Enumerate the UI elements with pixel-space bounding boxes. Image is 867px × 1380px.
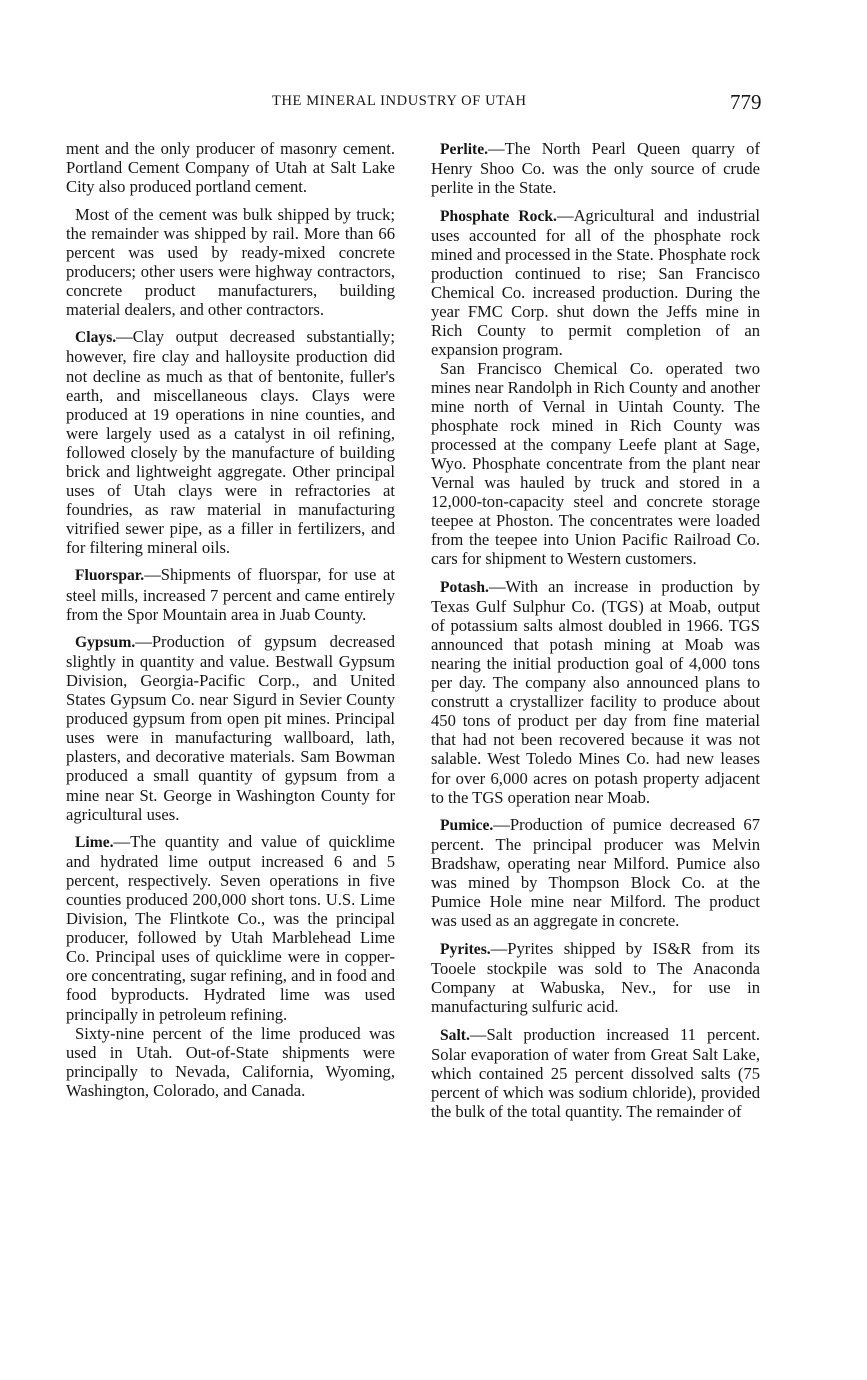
running-head: THE MINERAL INDUSTRY OF UTAH xyxy=(272,93,527,109)
salt-text: —Salt production increased 11 percent. Solar evaporation of water from Great Salt Lake, which contained 25 percent dissolved salts (75 percent of which was sodium chloride), provided the bulk of the total quantity. The remainder of xyxy=(431,1024,760,1121)
lime-usage-paragraph: Sixty-nine percent of the lime produced was used in Utah. Out-of-State shipments were principally to Nevada, California, Wyoming, Washington, Colorado, and Canada. xyxy=(66,1023,395,1100)
salt-paragraph xyxy=(431,1025,760,1121)
potash-heading: Potash. xyxy=(440,579,489,597)
fluorspar-heading: Fluorspar. xyxy=(75,567,145,585)
pyrites-paragraph xyxy=(431,939,760,1016)
gypsum-heading: Gypsum. xyxy=(75,634,136,652)
pyrites-text: —Pyrites shipped by IS&R from its Tooele stockpile was sold to The Anaconda Company at Wabuska, Nev., for use in manufacturing sulfuric acid. xyxy=(431,938,760,1017)
lime-text: —The quantity and value of quicklime and hydrated lime output increased 6 and 5 percent, respectively. Seven operations in five counties produced 200,000 short tons. U.S. Lime Division, The Flintkote Co., was the principal producer, followed by Utah Marblehead Lime Co. Principal uses of quicklime were in copper-ore concentrating, sugar refining, and in food and food byproducts. Hydrated lime was used principally in petroleum refining. xyxy=(66,832,395,1024)
right-column xyxy=(431,139,760,1121)
phosphate-heading: Phosphate Rock. xyxy=(440,207,557,225)
clays-text: —Clay output decreased substantially; however, fire clay and halloysite production did not decline as much as that of bentonite, fuller's earth, and miscellaneous clays. Clays were produced at 19 operations in nine counties, and were largely used as a catalyst in oil refining, followed closely by the manufacture of building brick and lightweight aggregate. Other principal uses of Utah clays were in refractories at foundries, as raw material in manufacturing vitrified sewer pipe, as a filler in fertilizers, and for filtering mineral oils. xyxy=(66,327,395,557)
cement-shipping-paragraph: Most of the cement was bulk shipped by truck; the remainder was shipped by rail. More than 66 percent was used by ready-mixed concrete producers; other users were highway contractors, concrete product manufacturers, building material dealers, and other contractors. xyxy=(66,204,395,319)
potash-paragraph xyxy=(431,577,760,807)
cement-continued-paragraph: ment and the only producer of masonry cement. Portland Cement Company of Utah at Salt Lake City also produced portland cement. xyxy=(66,139,395,197)
phosphate-paragraph xyxy=(431,206,760,359)
salt-heading: Salt. xyxy=(440,1026,470,1044)
page-number: 779 xyxy=(730,90,762,114)
clays-heading: Clays. xyxy=(75,329,117,347)
pumice-heading: Pumice. xyxy=(440,817,494,835)
phosphate-text: —Agricultural and industrial uses accounted for all of the phosphate rock mined and processed in the State. Phosphate rock production continued to rise; San Francisco Chemical Co. increased production. During the year FMC Corp. shut down the Jeffs mine in Rich County to permit completion of an expansion program. xyxy=(431,205,760,359)
perlite-paragraph xyxy=(431,139,760,197)
perlite-heading: Perlite. xyxy=(440,141,489,158)
perlite-text: —The North Pearl Queen quarry of Henry Shoo Co. was the only source of crude perlite in the State. xyxy=(431,139,760,198)
lime-heading: Lime. xyxy=(75,834,114,852)
fluorspar-text: —Shipments of fluorspar, for use at steel mills, increased 7 percent and came entirely from the Spor Mountain area in Juab County. xyxy=(66,565,395,624)
lime-paragraph xyxy=(66,832,395,1023)
pyrites-heading: Pyrites. xyxy=(440,940,491,958)
phosphate-operations-paragraph: San Francisco Chemical Co. operated two mines near Randolph in Rich County and another mine north of Vernal in Uintah County. The phosphate rock mined in Rich County was processed at the company Leefe plant at Sage, Wyo. Phosphate concentrate from the plant near Vernal was hauled by truck and stored in a 12,000-ton-capacity steel and concrete storage teepee at Phoston. The concentrates were loaded from the teepee into Union Pacific Railroad Co. cars for shipment to Western customers. xyxy=(431,359,760,569)
gypsum-paragraph xyxy=(66,632,395,823)
potash-text: —With an increase in production by Texas Gulf Sulphur Co. (TGS) at Moab, output of potassium salts almost doubled in 1966. TGS announced that potash mining at Moab was nearing the initial production goal of 4,000 tons per day. The company also announced plans to construtt a crystallizer facility to produce about 450 tons of product per day from fine material that had not been recovered because it was not salable. West Toledo Mines Co. had new leases for over 6,000 acres on potash property adjacent to the TGS operation near Moab. xyxy=(431,577,760,807)
fluorspar-paragraph xyxy=(66,565,395,623)
pumice-text: —Production of pumice decreased 67 percent. The principal producer was Melvin Bradshaw, operating near Milford. Pumice also was mined by Thompson Block Co. at the Pumice Hole mine near Milford. The product was used as an aggregate in concrete. xyxy=(431,815,760,931)
gypsum-text: —Production of gypsum decreased slightly in quantity and value. Bestwall Gypsum Division, Georgia-Pacific Corp., and United States Gypsum Co. near Sigurd in Sevier County produced gypsum from open pit mines. Principal uses were in manufacturing wallboard, lath, plasters, and decorative materials. Sam Bowman produced a small quantity of gypsum from a mine near St. George in Washington County for agricultural uses. xyxy=(66,632,395,824)
left-column xyxy=(66,139,395,1100)
clays-paragraph xyxy=(66,327,395,557)
pumice-paragraph xyxy=(431,815,760,930)
